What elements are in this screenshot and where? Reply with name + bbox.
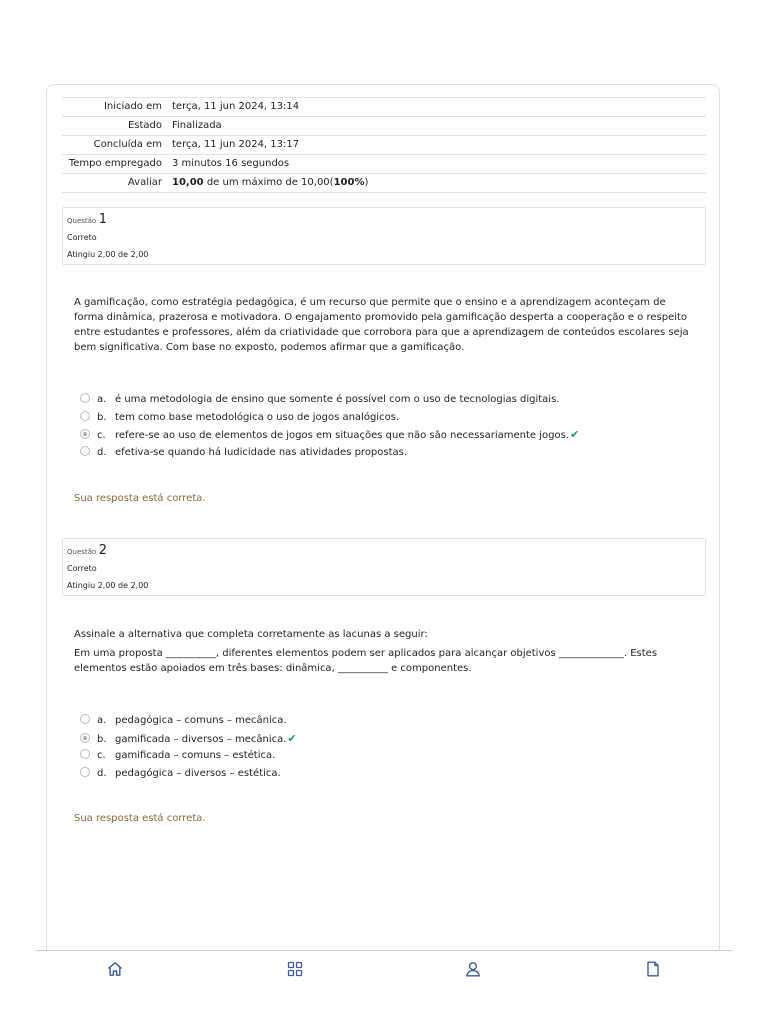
- radio-button[interactable]: [80, 446, 90, 456]
- correct-check-icon: ✔: [287, 731, 297, 745]
- question-1-info: [62, 207, 706, 265]
- document-icon[interactable]: [644, 960, 662, 978]
- answer-option-c[interactable]: [80, 747, 297, 765]
- answer-option-d[interactable]: [80, 765, 297, 783]
- summary-row-completed: [62, 136, 706, 155]
- answer-text: tem como base metodológica o uso de jogos analógicos.: [115, 411, 400, 423]
- question-1-text: A gamificação, como estratégia pedagógica, é um recurso que permite que o ensino e a aprendizagem aconteçam de forma dinâmica, prazerosa e motivadora. O engajamento promovido pela gamificação desperta a cooperação e o respeito entre estudantes e professores, além da criatividade que corrobora para que a aprendizagem de conteúdos escolares seja bem significativa. Com base no exposto, podemos afirmar que a gamificação.: [74, 297, 689, 353]
- question-2-feedback: Sua resposta está correta.: [74, 813, 206, 824]
- question-number: [67, 212, 705, 229]
- answer-text: pedagógica – comuns – mecânica.: [115, 715, 287, 726]
- radio-button-selected[interactable]: [80, 733, 90, 743]
- answer-text: é uma metodologia de ensino que somente é possível com o uso de tecnologias digitais.: [115, 394, 560, 405]
- radio-button[interactable]: [80, 393, 90, 403]
- answer-letter: d.: [97, 446, 107, 458]
- answer-text: pedagógica – diversos – estética.: [115, 767, 281, 779]
- question-2-answers: [80, 712, 297, 782]
- question-2-intro: Assinale a alternativa que completa corretamente as lacunas a seguir:: [74, 629, 428, 640]
- correct-check-icon: ✔: [570, 428, 580, 441]
- summary-label: Tempo empregado: [68, 158, 162, 169]
- answer-option-a[interactable]: [80, 712, 297, 730]
- question-1-feedback: Sua resposta está correta.: [74, 493, 206, 504]
- summary-label: Iniciado em: [103, 101, 162, 112]
- answer-option-c[interactable]: [80, 426, 579, 444]
- answer-text: gamificada – comuns – estética.: [115, 750, 276, 761]
- answer-letter: a.: [97, 715, 107, 726]
- summary-value: Finalizada: [172, 120, 222, 131]
- answer-option-d[interactable]: [80, 444, 579, 462]
- attempt-summary-table: [62, 97, 706, 193]
- answer-letter: a.: [97, 394, 107, 405]
- summary-value: [172, 174, 706, 193]
- question-grade: Atingiu 2,00 de 2,00: [67, 250, 149, 259]
- answer-option-a[interactable]: [80, 391, 579, 409]
- grade-value: 10,00: [172, 177, 204, 188]
- answer-letter: c.: [97, 430, 106, 441]
- summary-value: terça, 11 jun 2024, 13:17: [172, 139, 300, 150]
- grade-max: de um máximo de 10,00(: [203, 177, 334, 188]
- answer-letter: b.: [97, 411, 107, 423]
- summary-label: Estado: [127, 120, 162, 131]
- question-2-text: Em uma proposta __________, diferentes elementos podem ser aplicados para alcançar objetivos _____________. Estes elementos estão apoiados em três bases: dinâmica, __________ e componentes.: [74, 648, 658, 674]
- summary-row-state: [62, 117, 706, 136]
- answer-text: gamificada – diversos – mecânica.: [115, 733, 287, 745]
- answer-letter: c.: [97, 750, 106, 761]
- question-state: Correto: [67, 233, 97, 242]
- question-state: Correto: [67, 564, 97, 573]
- grade-close: ): [364, 177, 369, 188]
- summary-value: 3 minutos 16 segundos: [172, 158, 290, 169]
- answer-option-b[interactable]: [80, 409, 579, 427]
- question-1-answers: [80, 391, 579, 461]
- summary-row-time-taken: [62, 155, 706, 174]
- question-number: [67, 543, 705, 560]
- question-num: 1: [98, 212, 108, 227]
- question-2-info: [62, 538, 706, 596]
- grade-percent: 100%: [333, 177, 365, 188]
- radio-button[interactable]: [80, 767, 90, 777]
- summary-value: terça, 11 jun 2024, 13:14: [172, 101, 300, 112]
- home-icon[interactable]: [106, 960, 124, 978]
- answer-text: refere-se ao uso de elementos de jogos em situações que não são necessariamente jogos.: [115, 430, 569, 441]
- answer-text: efetiva-se quando há ludicidade nas atividades propostas.: [115, 446, 408, 458]
- answer-option-b[interactable]: [80, 730, 297, 748]
- user-icon[interactable]: [464, 960, 482, 978]
- question-label: Questão: [67, 217, 97, 225]
- summary-label: Concluída em: [93, 139, 162, 150]
- question-label: Questão: [67, 548, 97, 556]
- summary-row-started: [62, 98, 706, 117]
- answer-letter: b.: [97, 733, 107, 745]
- summary-row-grade: [62, 174, 706, 193]
- answer-letter: d.: [97, 767, 107, 779]
- bottom-navigation-bar: [36, 950, 732, 991]
- question-num: 2: [98, 543, 108, 558]
- grid-icon[interactable]: [286, 960, 304, 978]
- radio-button[interactable]: [80, 749, 90, 759]
- question-grade: Atingiu 2,00 de 2,00: [67, 581, 149, 590]
- radio-button[interactable]: [80, 411, 90, 421]
- radio-button[interactable]: [80, 714, 90, 724]
- summary-label: Avaliar: [127, 177, 162, 188]
- radio-button-selected[interactable]: [80, 429, 90, 439]
